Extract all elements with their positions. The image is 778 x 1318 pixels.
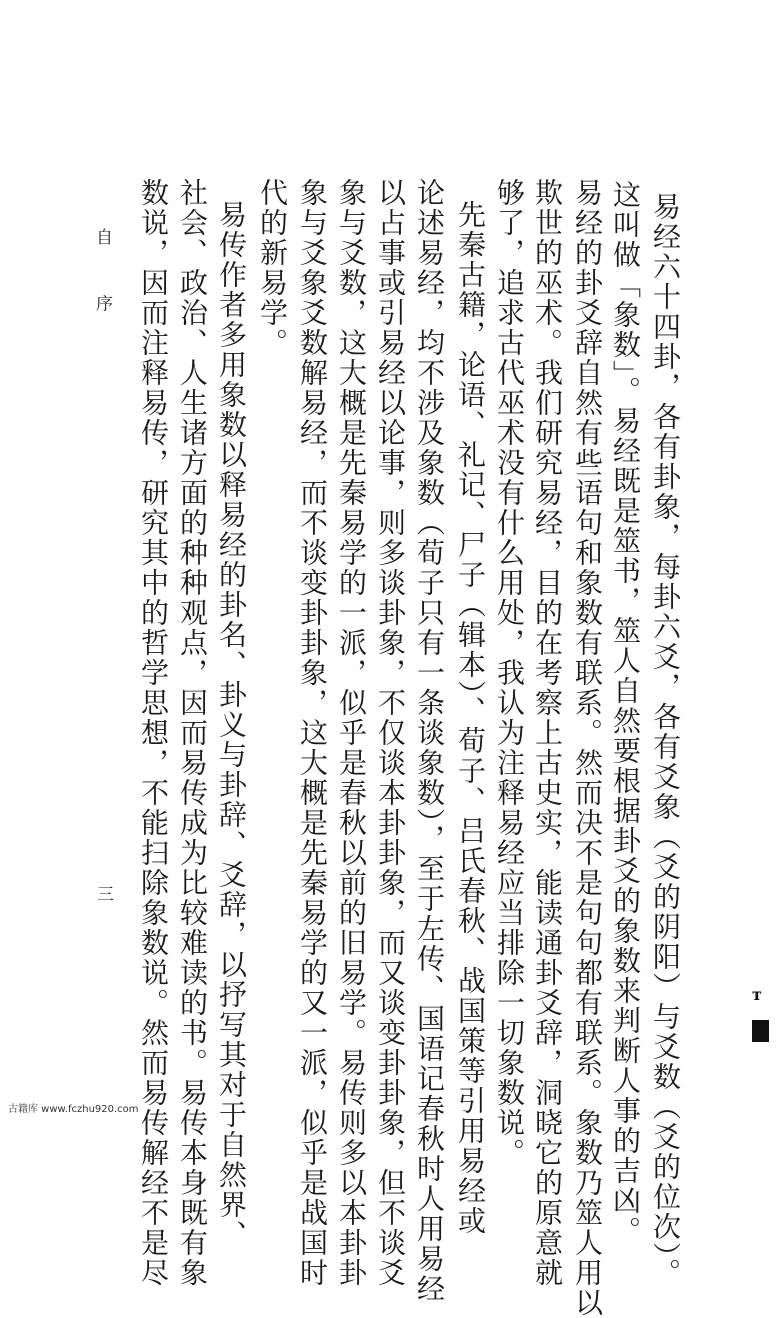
text-column-13: 社会、政治、人生诸方面的种种观点，因而易传成为比较难读的书。易传本身既有象 — [176, 178, 209, 1288]
margin-mark: т — [752, 985, 762, 1004]
site-watermark: 古籍库 www.fczhu920.com — [8, 1104, 139, 1115]
text-column-14: 数说，因而注释易传，研究其中的哲学思想，不能扫除象数说。然而易传解经不是尽 — [137, 178, 170, 1288]
text-column-1: 易经六十四卦，各有卦象，每卦六爻，各有爻象（爻的阴阳）与爻数（爻的位次）。 — [649, 192, 682, 1288]
text-column-10: 象与爻象爻数解易经，而不谈变卦卦象，这大概是先秦易学的又一派，似乎是战国时 — [296, 178, 329, 1288]
text-column-7: 论述易经，均不涉及象数（荀子只有一条谈象数），至于左传、国语记春秋时人用易经 — [413, 178, 446, 1304]
text-column-3: 易经的卦爻辞自然有些语句和象数有联系。然而决不是句句都有联系。象数乃筮人用以 — [571, 178, 604, 1318]
text-column-4: 欺世的巫术。我们研究易经，目的在考察上古史实，能读通卦爻辞，洞晓它的原意就 — [531, 178, 564, 1288]
text-column-2: 这叫做「象数」。易经既是筮书，筮人自然要根据卦爻的象数来判断人事的吉凶。 — [609, 180, 642, 1246]
text-column-8: 以占事或引易经以论事，则多谈卦象，不仅谈本卦卦象，而又谈变卦卦象，但不谈爻 — [374, 178, 407, 1288]
text-column-9: 象与爻数，这大概是先秦易学的一派，似乎是春秋以前的旧易学。易传则多以本卦卦 — [335, 178, 368, 1288]
margin-block-marker — [752, 1020, 769, 1042]
text-column-6: 先秦古籍，论语、礼记、尸子（辑本）、荀子、吕氏春秋、战国策等引用易经或 — [454, 200, 487, 1236]
text-column-5: 够了，追求古代巫术没有什么用处，我认为注释易经应当排除一切象数说。 — [493, 178, 526, 1168]
text-column-11: 代的新易学。 — [256, 178, 289, 358]
text-column-12: 易传作者多用象数以释易经的卦名、卦义与卦辞、爻辞，以抒写其对于自然界、 — [215, 200, 248, 1250]
page-number: 三 — [97, 885, 114, 905]
running-title: 自 序 — [92, 228, 112, 334]
